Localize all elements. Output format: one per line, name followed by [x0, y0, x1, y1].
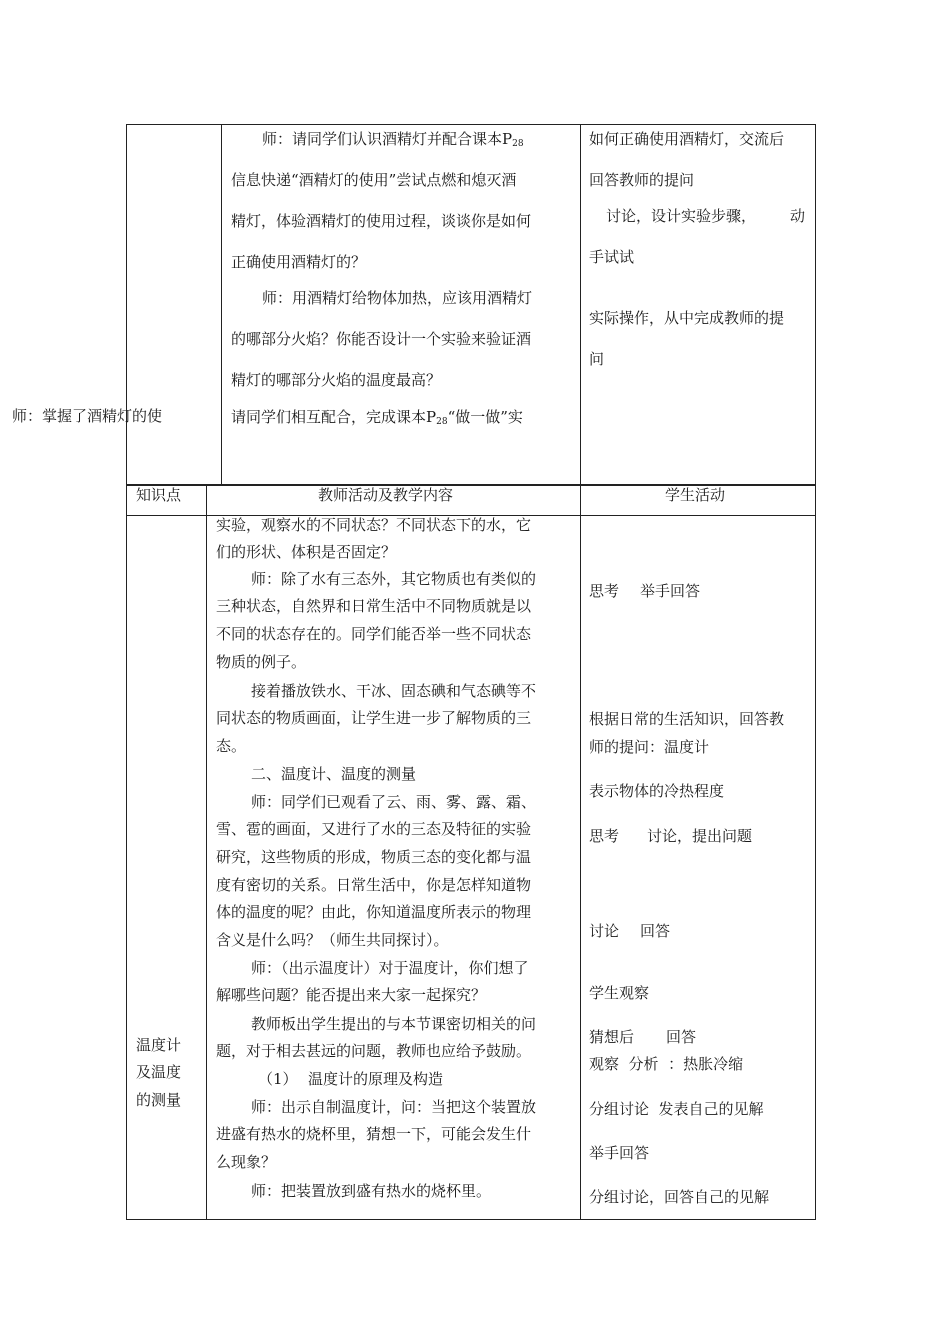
- student-line: 回答: [640, 922, 671, 940]
- knowledge-point-line: 的测量: [136, 1091, 182, 1109]
- teacher-line: 师：（出示温度计）对于温度计，你们想了: [251, 959, 529, 977]
- teacher-line: 物质的例子。: [216, 653, 307, 671]
- student-line: 动: [790, 207, 806, 225]
- teacher-line: 正确使用酒精灯的？: [231, 253, 367, 271]
- student-line: 猜想后: [589, 1028, 635, 1046]
- section-heading: 二、温度计、温度的测量: [251, 765, 417, 783]
- overflow-text: 师：掌握了酒精灯的使: [12, 407, 163, 425]
- student-line: 如何正确使用酒精灯，交流后: [589, 130, 785, 148]
- teacher-line: 三种状态，自然界和日常生活中不同物质就是以: [216, 597, 532, 615]
- student-line: 师的提问：温度计: [589, 738, 710, 756]
- teacher-line: 解哪些问题？能否提出来大家一起探究？: [216, 986, 487, 1004]
- teacher-line: 师：同学们已观看了云、雨、雾、露、霜、: [251, 793, 537, 811]
- teacher-line: 师：把装置放到盛有热水的烧杯里。: [251, 1182, 492, 1200]
- header-knowledge-point: 知识点: [136, 486, 182, 504]
- teacher-line: 同状态的物质画面，让学生进一步了解物质的三: [216, 709, 532, 727]
- teacher-line: 雪、雹的画面，又进行了水的三态及特征的实验: [216, 820, 532, 838]
- teacher-line: 信息快递“酒精灯的使用”尝试点燃和熄灭酒: [231, 171, 517, 189]
- teacher-line: “做一做”实: [447, 408, 523, 426]
- student-line: 讨论: [589, 922, 620, 940]
- student-line: 举手回答: [589, 1144, 650, 1162]
- teacher-line: 教师板出学生提出的与本节课密切相关的问: [251, 1015, 537, 1033]
- header-teacher-activity: 教师活动及教学内容: [318, 486, 454, 504]
- top-divider-1: [221, 124, 222, 485]
- teacher-line: 师：请同学们认识酒精灯并配合课本P: [262, 130, 513, 148]
- student-line: 思考: [589, 582, 620, 600]
- student-line: 举手回答: [640, 582, 701, 600]
- subsection-number: （1）: [258, 1070, 298, 1088]
- teacher-line: 度有密切的关系。日常生活中，你是怎样知道物: [216, 876, 532, 894]
- student-line: 分组讨论 发表自己的见解: [589, 1100, 764, 1118]
- teacher-line: 接着播放铁水、干冰、固态碘和气态碘等不: [251, 682, 537, 700]
- page-subscript: 28: [512, 139, 524, 149]
- table-border-bottom: [126, 1219, 816, 1220]
- teacher-line: 实验，观察水的不同状态？不同状态下的水，它: [216, 516, 532, 534]
- student-line: 根据日常的生活知识，回答教: [589, 710, 785, 728]
- teacher-line: 师：出示自制温度计，问：当把这个装置放: [251, 1098, 537, 1116]
- table-border-top: [127, 124, 815, 125]
- teacher-line: 不同的状态存在的。同学们能否举一些不同状态: [216, 625, 532, 643]
- teacher-line: 含义是什么吗？（师生共同探讨）。: [216, 931, 449, 949]
- teacher-line: 题，对于相去甚远的问题，教师也应给予鼓励。: [216, 1042, 532, 1060]
- student-line: 实际操作，从中完成教师的提: [589, 309, 785, 327]
- student-line: 讨论，设计实验步骤，: [606, 207, 757, 225]
- teacher-line: 们的形状、体积是否固定？: [216, 543, 397, 561]
- body-divider-1: [206, 485, 207, 1220]
- top-divider-2: [580, 124, 581, 1220]
- knowledge-point-line: 温度计: [136, 1036, 182, 1054]
- teacher-line: 体的温度的呢？由此，你知道温度所表示的物理: [216, 903, 532, 921]
- teacher-line: 师：用酒精灯给物体加热，应该用酒精灯: [262, 289, 533, 307]
- knowledge-point-line: 及温度: [136, 1063, 182, 1081]
- subsection-heading: 温度计的原理及构造: [308, 1070, 444, 1088]
- table-border-left: [126, 124, 127, 1220]
- teacher-line: 精灯的哪部分火焰的温度最高？: [231, 371, 442, 389]
- page-subscript: 28: [436, 417, 448, 427]
- student-line: 手试试: [589, 248, 635, 266]
- teacher-line: 精灯，体验酒精灯的使用过程，谈谈你是如何: [231, 212, 532, 230]
- student-line: 问: [589, 350, 605, 368]
- student-line: 思考: [589, 827, 620, 845]
- student-line: 讨论，提出问题: [647, 827, 753, 845]
- student-line: 回答教师的提问: [589, 171, 695, 189]
- teacher-line: 师：除了水有三态外，其它物质也有类似的: [251, 570, 537, 588]
- student-line: 学生观察: [589, 984, 650, 1002]
- student-line: 表示物体的冷热程度: [589, 782, 725, 800]
- teacher-line: 进盛有热水的烧杯里，猜想一下，可能会发生什: [216, 1125, 532, 1143]
- student-line: 分组讨论，回答自己的见解: [589, 1188, 770, 1206]
- teacher-line: 么现象？: [216, 1153, 277, 1171]
- teacher-line: 的哪部分火焰？你能否设计一个实验来验证酒: [231, 330, 532, 348]
- student-line: 观察 分析 ：热胀冷缩: [589, 1055, 744, 1073]
- table-border-right: [815, 124, 816, 1220]
- teacher-line: 态。: [216, 737, 247, 755]
- teacher-line: 请同学们相互配合，完成课本P: [231, 408, 437, 426]
- student-line: 回答: [666, 1028, 697, 1046]
- header-student-activity: 学生活动: [665, 486, 726, 504]
- teacher-line: 研究，这些物质的形成，物质三态的变化都与温: [216, 848, 532, 866]
